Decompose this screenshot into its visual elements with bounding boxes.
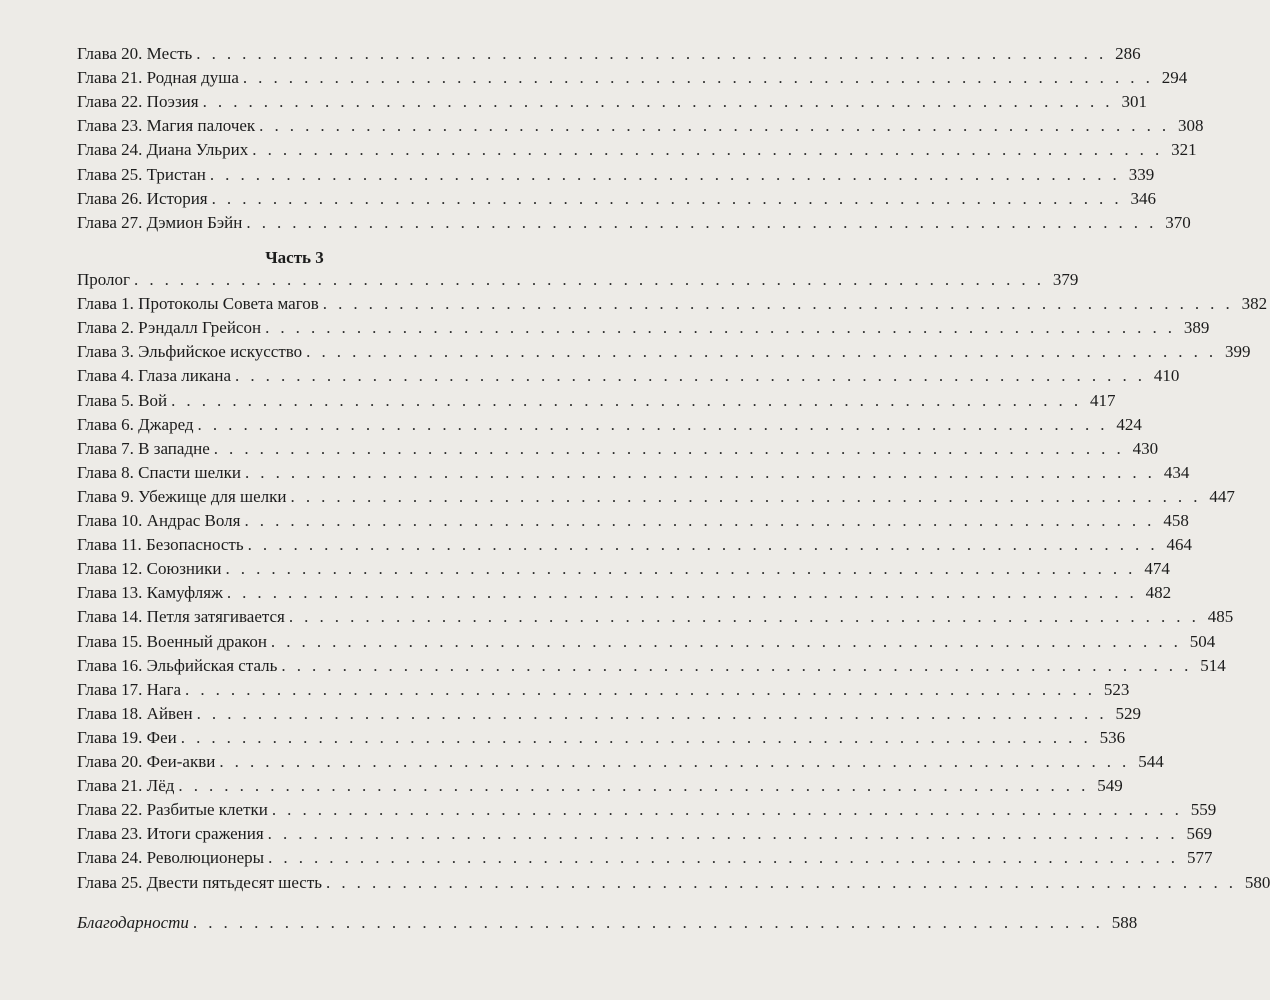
toc-entry-page: 346 (1130, 188, 1156, 208)
toc-entry (77, 820, 1213, 844)
toc-entry-page: 424 (1116, 414, 1142, 434)
toc-entry-page: 485 (1207, 607, 1234, 627)
toc-entry-page: 577 (1186, 848, 1213, 868)
toc-entry-page: 410 (1153, 366, 1180, 386)
toc-entry-title: Глава 16. Эльфийская сталь (77, 655, 278, 675)
toc-entry (77, 314, 1210, 338)
toc-entry-title: Глава 22. Поэзия (77, 92, 199, 112)
toc-entry (77, 652, 1226, 676)
toc-entry (77, 531, 1192, 555)
dot-leader: . . . . . . . . . . . . . . . . . . . . . . . . . . . . . . . . . . . . . . . . . . . . . . . . . . . . . . . . . . . . (171, 390, 1082, 410)
toc-entry-title: Глава 5. Вой (77, 390, 168, 410)
dot-leader: . . . . . . . . . . . . . . . . . . . . . . . . . . . . . . . . . . . . . . . . . . . . . . . . . . . . . . . . . . . . (134, 270, 1045, 289)
toc-entry-page: 339 (1128, 164, 1155, 184)
toc-entry-page: 308 (1178, 116, 1204, 136)
toc-entry (77, 435, 1159, 459)
toc-entry-title: Глава 9. Убежище для шелки (77, 486, 287, 506)
toc-entry-page: 321 (1171, 140, 1197, 160)
dot-leader: . . . . . . . . . . . . . . . . . . . . . . . . . . . . . . . . . . . . . . . . . . . . . . . . . . . . . . . . . . . . (270, 631, 1182, 651)
dot-leader: . . . . . . . . . . . . . . . . . . . . . . . . . . . . . . . . . . . . . . . . . . . . . . . . . . . . . . . . . . . . (252, 140, 1163, 160)
toc-entry-title: Глава 6. Джаред (77, 414, 194, 434)
toc-entry-title: Глава 17. Нага (77, 679, 182, 699)
toc-entry (77, 700, 1141, 724)
toc-entry-title: Глава 25. Двести пятьдесят шесть (77, 872, 323, 892)
toc-entry-page: 504 (1189, 631, 1216, 651)
toc-entry-page: 580 (1244, 872, 1270, 892)
toc-entry (77, 185, 1156, 209)
toc-entry-title: Глава 1. Протоколы Совета магов (77, 294, 319, 314)
toc-entry-title: Глава 24. Революционеры (77, 848, 265, 868)
dot-leader: . . . . . . . . . . . . . . . . . . . . . . . . . . . . . . . . . . . . . . . . . . . . . . . . . . . . . . . . . . . . (244, 462, 1156, 482)
toc-entry-page: 569 (1186, 824, 1213, 844)
toc-entry (77, 676, 1130, 700)
dot-leader: . . . . . . . . . . . . . . . . . . . . . . . . . . . . . . . . . . . . . . . . . . . . . . . . . . . . . . . . . . . . (288, 607, 1200, 627)
toc-entry (77, 603, 1234, 627)
toc-entry (77, 796, 1217, 820)
toc-entry (77, 64, 1188, 88)
dot-leader: . . . . . . . . . . . . . . . . . . . . . . . . . . . . . . . . . . . . . . . . . . . . . . . . . . . . . . . . . . . . (196, 44, 1107, 63)
toc-entry (77, 724, 1126, 748)
dot-leader: . . . . . . . . . . . . . . . . . . . . . . . . . . . . . . . . . . . . . . . . . . . . . . . . . . . . . . . . . . . . (265, 318, 1176, 338)
toc-entry-title: Глава 20. Феи-акви (77, 752, 216, 771)
toc-entry-page: 474 (1144, 559, 1170, 579)
toc-entry-title: Глава 8. Спасти шелки (77, 462, 241, 482)
toc-entry-page: 399 (1225, 342, 1251, 362)
toc-entry (77, 290, 1268, 314)
dot-leader: . . . . . . . . . . . . . . . . . . . . . . . . . . . . . . . . . . . . . . . . . . . . . . . . . . . . . . . . . . . . (213, 438, 1125, 458)
toc-entry-title: Глава 26. История (77, 188, 208, 208)
toc-entry-page: 430 (1132, 438, 1159, 458)
toc-entry (77, 748, 1164, 772)
part-heading: Часть 3 (265, 248, 324, 267)
toc-entry-title: Глава 23. Магия палочек (77, 116, 256, 136)
dot-leader: . . . . . . . . . . . . . . . . . . . . . . . . . . . . . . . . . . . . . . . . . . . . . . . . . . . . . . . . . . . . (268, 848, 1179, 868)
toc-entry-title: Глава 20. Месть (77, 44, 193, 63)
toc-entry (77, 266, 1079, 290)
toc-entry (77, 387, 1116, 411)
toc-entry-title: Глава 3. Эльфийское искусство (77, 342, 303, 362)
toc-entry-title: Глава 4. Глаза ликана (77, 366, 232, 386)
dot-leader: . . . . . . . . . . . . . . . . . . . . . . . . . . . . . . . . . . . . . . . . . . . . . . . . . . . . . . . . . . . . (290, 486, 1201, 506)
toc-entry-page: 294 (1161, 68, 1188, 88)
toc-entry (77, 772, 1123, 796)
toc-entry (77, 338, 1251, 362)
toc-entry-title: Глава 15. Военный дракон (77, 631, 267, 651)
toc-entry-page: 379 (1052, 270, 1079, 289)
toc-entry (77, 507, 1189, 531)
dot-leader: . . . . . . . . . . . . . . . . . . . . . . . . . . . . . . . . . . . . . . . . . . . . . . . . . . . . . . . . . . . . (226, 583, 1138, 603)
toc-entry-page: 389 (1183, 318, 1210, 338)
toc-entry (77, 555, 1170, 579)
toc-entry-page: 464 (1166, 535, 1192, 555)
toc-entry (77, 136, 1197, 160)
toc-entry-page: 286 (1115, 44, 1141, 63)
toc-entry-title: Глава 11. Безопасность (77, 535, 244, 555)
dot-leader: . . . . . . . . . . . . . . . . . . . . . . . . . . . . . . . . . . . . . . . . . . . . . . . . . . . . . . . . . . . . (211, 188, 1122, 208)
toc-entry-title: Глава 7. В западне (77, 438, 210, 458)
dot-leader: . . . . . . . . . . . . . . . . . . . . . . . . . . . . . . . . . . . . . . . . . . . . . . . . . . . . . . . . . . . . (326, 872, 1237, 892)
toc-entry (77, 112, 1204, 136)
toc-entry (77, 844, 1213, 868)
dot-leader: . . . . . . . . . . . . . . . . . . . . . . . . . . . . . . . . . . . . . . . . . . . . . . . . . . . . . . . . . . . . (271, 800, 1183, 820)
dot-leader: . . . . . . . . . . . . . . . . . . . . . . . . . . . . . . . . . . . . . . . . . . . . . . . . . . . . . . . . . . . . (219, 752, 1130, 771)
toc-entry-title: Глава 27. Дэмион Бэйн (77, 212, 243, 232)
toc-entry-title: Глава 25. Тристан (77, 164, 206, 184)
toc-entry-page: 559 (1190, 800, 1217, 820)
dot-leader: . . . . . . . . . . . . . . . . . . . . . . . . . . . . . . . . . . . . . . . . . . . . . . . . . . . . . . . . . . . . (209, 164, 1121, 184)
toc-entry (77, 483, 1235, 507)
toc-entry (77, 459, 1190, 483)
toc-entry-title: Глава 13. Камуфляж (77, 583, 223, 603)
dot-leader: . . . . . . . . . . . . . . . . . . . . . . . . . . . . . . . . . . . . . . . . . . . . . . . . . . . . . . . . . . . . (185, 679, 1096, 699)
toc-entry-title: Глава 22. Разбитые клетки (77, 800, 268, 820)
toc-entry-title: Глава 21. Лёд (77, 776, 175, 796)
dot-leader: . . . . . . . . . . . . . . . . . . . . . . . . . . . . . . . . . . . . . . . . . . . . . . . . . . . . . . . . . . . . (281, 655, 1192, 675)
dot-leader: . . . . . . . . . . . . . . . . . . . . . . . . . . . . . . . . . . . . . . . . . . . . . . . . . . . . . . . . . . . . (246, 212, 1157, 232)
toc-entry-page: 434 (1163, 462, 1190, 482)
dot-leader: . . . . . . . . . . . . . . . . . . . . . . . . . . . . . . . . . . . . . . . . . . . . . . . . . . . . . . . . . . . . (242, 68, 1154, 88)
toc-entry-page: 482 (1145, 583, 1172, 603)
toc-entry-title: Глава 19. Феи (77, 727, 177, 747)
dot-leader: . . . . . . . . . . . . . . . . . . . . . . . . . . . . . . . . . . . . . . . . . . . . . . . . . . . . . . . . . . . . (244, 511, 1155, 530)
toc-entry (77, 869, 1270, 893)
toc-entry-page: 536 (1099, 727, 1126, 747)
toc-entry-page: 588 (1111, 913, 1138, 932)
toc-entry-page: 301 (1121, 92, 1147, 112)
toc-entry (77, 579, 1172, 603)
toc-entry (77, 628, 1216, 652)
toc-entry (77, 161, 1155, 185)
toc-entry-title: Глава 10. Андрас Воля (77, 511, 241, 530)
toc-entry-title: Пролог (77, 270, 131, 289)
toc-entry (77, 209, 1191, 233)
toc-entry (77, 40, 1141, 64)
toc-entry-page: 523 (1103, 679, 1130, 699)
toc-entry-page: 514 (1200, 655, 1226, 675)
toc-entry-page: 370 (1165, 212, 1191, 232)
dot-leader: . . . . . . . . . . . . . . . . . . . . . . . . . . . . . . . . . . . . . . . . . . . . . . . . . . . . . . . . . . . . (197, 414, 1108, 434)
dot-leader: . . . . . . . . . . . . . . . . . . . . . . . . . . . . . . . . . . . . . . . . . . . . . . . . . . . . . . . . . . . . (267, 824, 1179, 844)
toc-entry-page: 447 (1209, 486, 1235, 506)
dot-leader: . . . . . . . . . . . . . . . . . . . . . . . . . . . . . . . . . . . . . . . . . . . . . . . . . . . . . . . . . . . . (259, 116, 1170, 136)
dot-leader: . . . . . . . . . . . . . . . . . . . . . . . . . . . . . . . . . . . . . . . . . . . . . . . . . . . . . . . . . . . . (225, 559, 1136, 579)
toc-entry (77, 362, 1180, 386)
toc-entry-page: 382 (1241, 294, 1268, 314)
toc-entry (77, 411, 1142, 435)
dot-leader: . . . . . . . . . . . . . . . . . . . . . . . . . . . . . . . . . . . . . . . . . . . . . . . . . . . . . . . . . . . . (178, 776, 1089, 796)
toc-entry-page: 544 (1138, 752, 1164, 771)
toc-entry-title: Глава 24. Диана Ульрих (77, 140, 249, 160)
toc-entry-page: 458 (1163, 511, 1189, 530)
toc-entry-title: Глава 12. Союзники (77, 559, 222, 579)
toc-entry-title: Глава 18. Айвен (77, 703, 193, 723)
toc-entry-page: 417 (1089, 390, 1116, 410)
dot-leader: . . . . . . . . . . . . . . . . . . . . . . . . . . . . . . . . . . . . . . . . . . . . . . . . . . . . . . . . . . . . (202, 92, 1113, 112)
toc-entry-title: Глава 14. Петля затягивается (77, 607, 285, 627)
toc-entry-title: Глава 23. Итоги сражения (77, 824, 264, 844)
dot-leader: . . . . . . . . . . . . . . . . . . . . . . . . . . . . . . . . . . . . . . . . . . . . . . . . . . . . . . . . . . . . (196, 703, 1107, 723)
dot-leader: . . . . . . . . . . . . . . . . . . . . . . . . . . . . . . . . . . . . . . . . . . . . . . . . . . . . . . . . . . . . (247, 535, 1158, 555)
toc-entry-title: Глава 21. Родная душа (77, 68, 239, 88)
toc-entry-title: Благодарности (77, 913, 189, 932)
dot-leader: . . . . . . . . . . . . . . . . . . . . . . . . . . . . . . . . . . . . . . . . . . . . . . . . . . . . . . . . . . . . (322, 294, 1234, 314)
toc-entry-title: Глава 2. Рэндалл Грейсон (77, 318, 262, 338)
toc-entry (77, 88, 1147, 112)
dot-leader: . . . . . . . . . . . . . . . . . . . . . . . . . . . . . . . . . . . . . . . . . . . . . . . . . . . . . . . . . . . . (180, 727, 1092, 747)
table-of-contents (77, 0, 1270, 1000)
dot-leader: . . . . . . . . . . . . . . . . . . . . . . . . . . . . . . . . . . . . . . . . . . . . . . . . . . . . . . . . . . . . (306, 342, 1217, 362)
toc-entry-page: 549 (1097, 776, 1123, 796)
dot-leader: . . . . . . . . . . . . . . . . . . . . . . . . . . . . . . . . . . . . . . . . . . . . . . . . . . . . . . . . . . . . (192, 913, 1104, 932)
toc-entry (77, 909, 1138, 933)
dot-leader: . . . . . . . . . . . . . . . . . . . . . . . . . . . . . . . . . . . . . . . . . . . . . . . . . . . . . . . . . . . . (235, 366, 1146, 386)
toc-entry-page: 529 (1115, 703, 1141, 723)
